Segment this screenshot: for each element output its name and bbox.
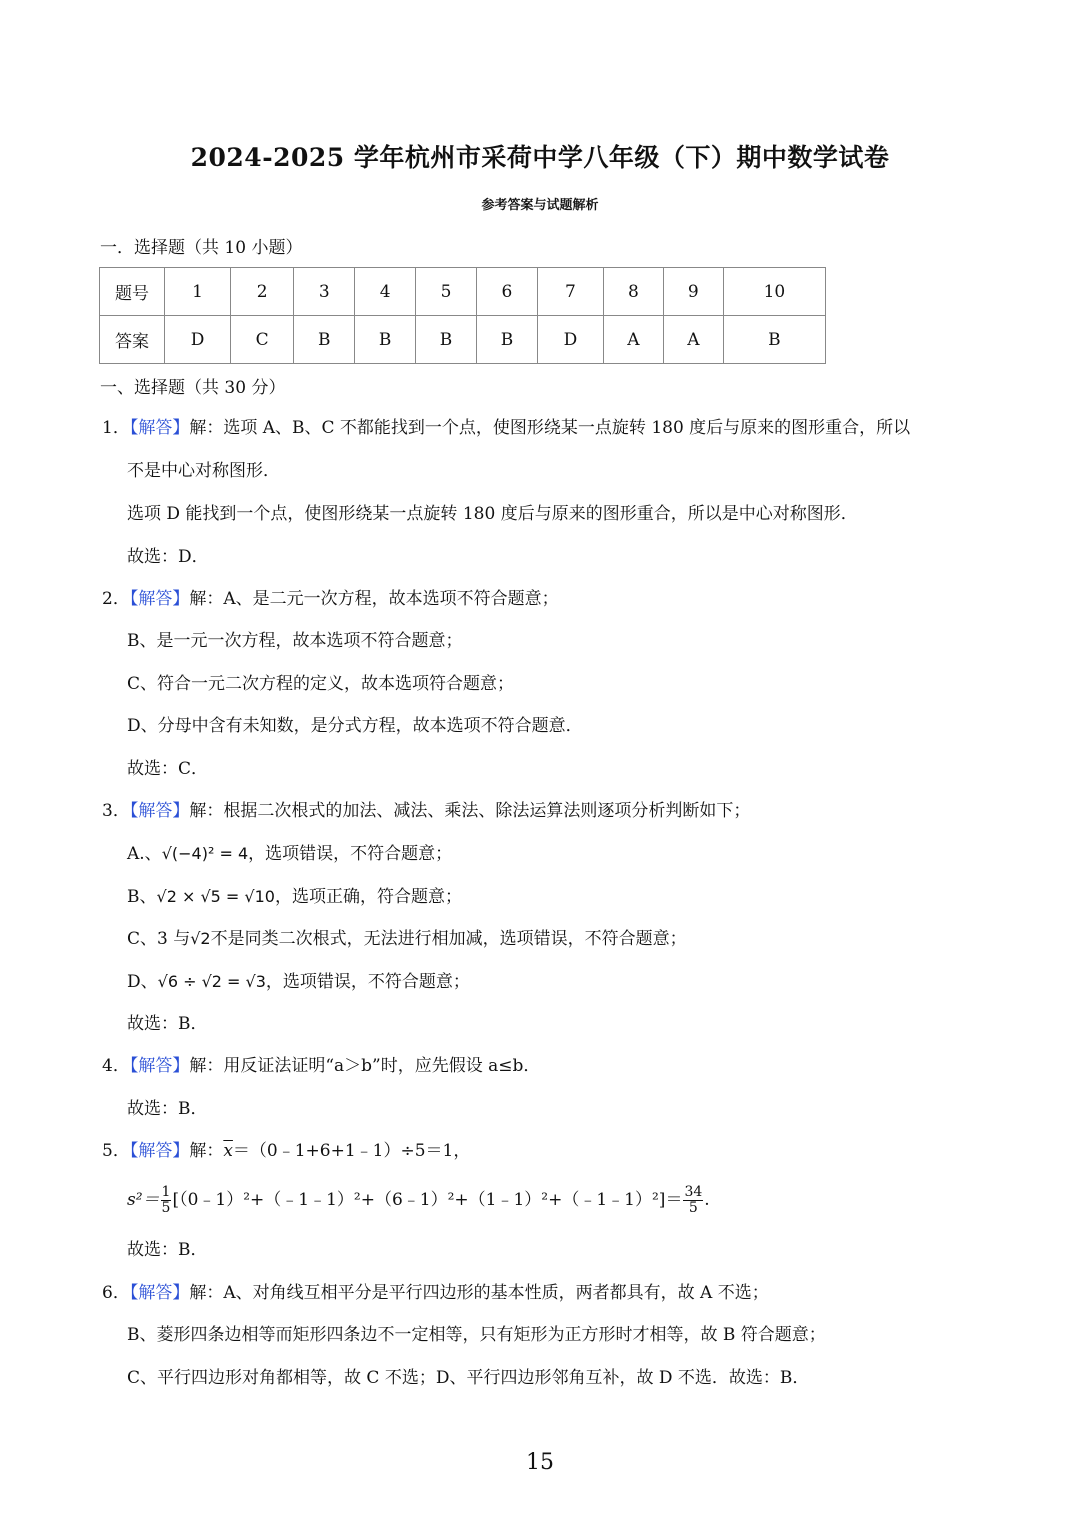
answer-tag: 【解答】 (129, 1283, 190, 1303)
table-cell: A (663, 316, 723, 364)
table-cell: 7 (537, 268, 603, 316)
table-cell: 2 (231, 268, 294, 316)
answer-tag: 【解答】 (129, 589, 190, 609)
table-cell: B (723, 316, 825, 364)
q1-line-4: 故选：D． (127, 547, 209, 567)
math-expression: √2 (190, 929, 211, 948)
table-row-answers (100, 316, 826, 364)
q2-line-2: B、是一元一次方程，故本选项不符合题意； (127, 631, 463, 651)
table-cell: 1 (165, 268, 231, 316)
section-heading: 一．选择题（共 10 小题） (100, 238, 303, 258)
table-cell: 6 (477, 268, 538, 316)
table-cell: D (165, 316, 231, 364)
answer-tag: 【解答】 (129, 1056, 190, 1076)
q5-line-3: 故选：B． (127, 1240, 208, 1260)
q3-line-4: C、3 与√2不是同类二次根式，无法进行相加减，选项错误，不符合题意； (127, 929, 687, 949)
q6-line-1: 6．【解答】解：A、对角线互相平分是平行四边形的基本性质，两者都具有，故 A 不选； (102, 1283, 769, 1303)
table-cell: B (477, 316, 538, 364)
table-cell: 5 (416, 268, 477, 316)
table-row-numbers (100, 268, 826, 316)
page-number: 15 (526, 1450, 554, 1475)
q2-line-4: D、分母中含有未知数，是分式方程，故本选项不符合题意． (127, 716, 583, 736)
answer-tag: 【解答】 (129, 801, 190, 821)
table-cell: 9 (663, 268, 723, 316)
math-expression: √2 × √5 = √10 (156, 887, 275, 906)
page-title: 2024-2025 学年杭州市采荷中学八年级（下）期中数学试卷 (190, 143, 890, 172)
q4-line-2: 故选：B． (127, 1099, 208, 1119)
table-cell: 10 (723, 268, 825, 316)
q2-line-3: C、符合一元二次方程的定义，故本选项符合题意； (127, 674, 515, 694)
table-cell: B (294, 316, 355, 364)
page-subtitle: 参考答案与试题解析 (481, 198, 599, 213)
table-cell: 4 (355, 268, 416, 316)
answer-tag: 【解答】 (129, 1141, 190, 1161)
table-cell: 8 (603, 268, 663, 316)
answer-table (99, 267, 826, 364)
q3-line-5: D、√6 ÷ √2 = √3，选项错误，不符合题意； (127, 972, 470, 992)
q1-line-1: 1．【解答】解：选项 A、B、C 不都能找到一个点，使图形绕某一点旋转 180 度后与原来的图形重合，所以 (102, 418, 911, 438)
math-expression: √6 ÷ √2 = √3 (157, 972, 266, 991)
q1-line-3: 选项 D 能找到一个点，使图形绕某一点旋转 180 度后与原来的图形重合，所以是中心对称图形． (127, 504, 858, 524)
q5-line-1: 5．【解答】解：$\overline{x}=(0﹣1+6+1﹣1)\div 5=1$， (102, 1141, 471, 1161)
table-cell: B (355, 316, 416, 364)
q6-line-3: C、平行四边形对角都相等，故 C 不选；D、平行四边形邻角互补，故 D 不选．故选：B． (127, 1368, 810, 1388)
math-expression: √(−4)² = 4 (161, 844, 249, 863)
q5-line-2: s²＝ $\frac{1}{5}$ [（0﹣1）²+（﹣1﹣1）²+（6﹣1）²+（1﹣1）²+（﹣1﹣1）²]＝ $\frac{34}{5}$ . (127, 1184, 710, 1216)
table-cell: C (231, 316, 294, 364)
q3-line-2: A.、√(−4)² = 4，选项错误，不符合题意； (127, 844, 453, 864)
table-label-number: 题号 (100, 268, 165, 316)
fraction: $\frac{1}{5}$ (161, 1184, 171, 1216)
table-cell: D (537, 316, 603, 364)
table-cell: A (603, 316, 663, 364)
q2-line-5: 故选：C． (127, 759, 209, 779)
q2-line-1: 2．【解答】解：A、是二元一次方程，故本选项不符合题意； (102, 589, 559, 609)
q3-line-3: B、√2 × √5 = √10，选项正确，符合题意； (127, 887, 462, 907)
q1-line-2: 不是中心对称图形． (127, 461, 280, 481)
q6-line-2: B、菱形四条边相等而矩形四条边不一定相等，只有矩形为正方形时才相等，故 B 符合题意； (127, 1325, 826, 1345)
table-label-answer: 答案 (100, 316, 165, 364)
table-cell: B (416, 316, 477, 364)
q3-line-6: 故选：B． (127, 1014, 208, 1034)
answer-tag: 【解答】 (129, 418, 190, 438)
fraction: $\frac{34}{5}$ (684, 1184, 703, 1216)
table-cell: 3 (294, 268, 355, 316)
section2-heading: 一、选择题（共 30 分） (100, 378, 286, 398)
q4-line-1: 4．【解答】解：用反证法证明“a＞b”时，应先假设 a≤b． (102, 1056, 541, 1076)
mean-symbol: $\overline{x}$ (223, 1141, 233, 1161)
q3-line-1: 3．【解答】解：根据二次根式的加法、减法、乘法、除法运算法则逐项分析判断如下； (102, 801, 751, 821)
